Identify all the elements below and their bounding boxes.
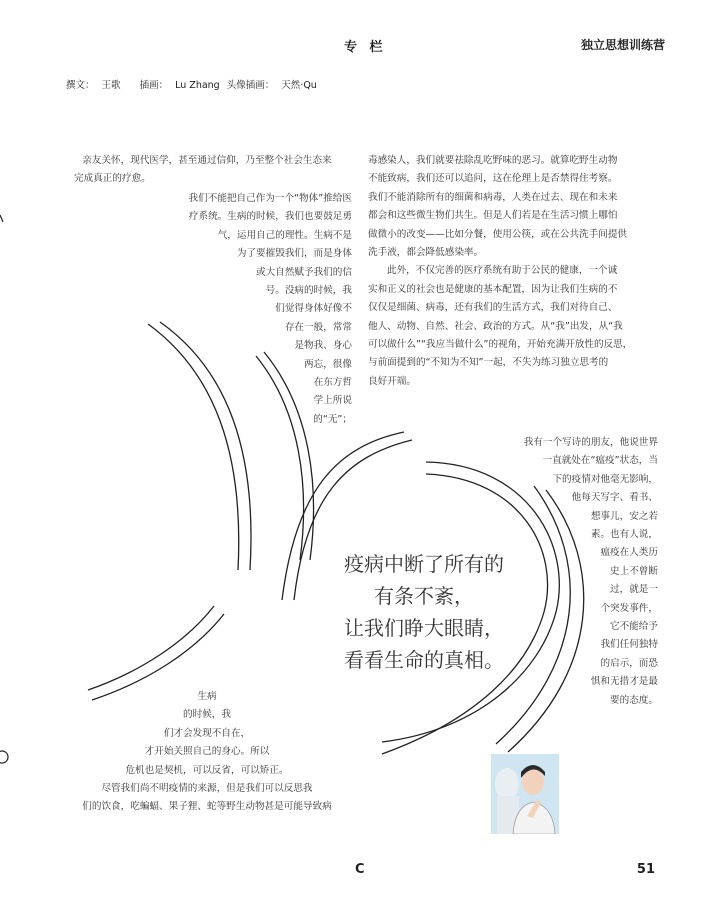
text-line: 史上不曾断 [610, 565, 658, 577]
pull-quote-line: 疫病中断了所有的 [344, 552, 504, 576]
pull-quote-line: 让我们睁大眼睛， [344, 616, 504, 640]
text-line: 生病 [197, 691, 217, 702]
text-line: 或大自然赋予我们的信 [256, 266, 352, 278]
text-line: 们的饮食，吃蝙蝠、果子狸、蛇等野生动物甚是可能导致病 [82, 801, 332, 813]
text-line: 号。没病的时候，我 [265, 285, 352, 297]
text-line: 它不能给予 [610, 621, 658, 633]
text-line: 才开始关照自己的身心。所以 [144, 746, 270, 758]
avatar-illustration-label: 头像插画： [226, 80, 275, 91]
pull-quote [334, 548, 514, 676]
text-line: 们才会发现不自在， [163, 727, 251, 739]
text-line: 是物我、身心 [294, 340, 352, 352]
left-column-curve-text [140, 190, 352, 429]
text-line: 个突发事件， [600, 602, 658, 614]
text-line: 不能致病，我们还可以追问，这在伦理上是否禁得住考察。 [368, 173, 618, 185]
right-column-text [368, 152, 668, 391]
text-line: 素。也有人说， [590, 529, 658, 541]
text-line: 我们不能把自己作为一个“物体”推给医 [188, 193, 352, 204]
author-portrait [491, 754, 559, 834]
text-line: 仅仅是细菌、病毒，还有我们的生活方式，我们对待自己、 [368, 302, 618, 314]
text-line: 想事儿，安之若 [590, 510, 658, 522]
text-line: 可以做什么”“我应当做什么”的视角，开始充满开放性的反思， [368, 339, 633, 351]
text-line: 我们任何独特 [600, 639, 658, 651]
text-line: 亲友关怀，现代医学，甚至通过信仰，乃至整个社会生态来 [82, 155, 332, 166]
pull-quote-line: 看看生命的真相。 [344, 648, 504, 672]
text-line: 都会和这些微生物们共生。但是人们若是在生活习惯上哪怕 [368, 210, 618, 222]
text-line: 我们不能消除所有的细菌和病毒，人类在过去、现在和未来 [368, 191, 618, 203]
text-line: 惧和无措才是最 [590, 676, 658, 688]
text-line: 一直就处在“瘟疫”状态，当 [542, 455, 658, 467]
text-line: 在东方哲 [313, 377, 352, 389]
pull-quote-line: 有条不紊， [374, 584, 474, 608]
text-line: 他每天写字、看书、 [571, 492, 658, 504]
author-label: 撰文： [66, 80, 95, 91]
left-column-bottom-text [62, 688, 352, 817]
text-line: 存在一般，常常 [284, 321, 352, 333]
text-line: 下的疫情对他毫无影响， [552, 473, 658, 485]
text-line: 瘟疫在人类历 [600, 547, 658, 559]
text-line: 完成真正的疗愈。 [74, 173, 151, 185]
avatar-artist-name: 天然·Qu [281, 80, 317, 91]
text-line: 危机也是契机，可以反省，可以矫正。 [125, 764, 289, 776]
page-number: 51 [636, 862, 655, 877]
text-line: 的“无”； [313, 413, 352, 425]
text-line: 要的态度。 [610, 694, 658, 706]
text-line: 们觉得身体好像不 [275, 303, 352, 315]
text-line: 气，运用自己的理性。生病不是 [217, 229, 352, 241]
text-line: 良好开端。 [368, 375, 416, 387]
text-line: 的启示，而恐 [600, 657, 658, 669]
text-line: 与前面提到的“不知为不知”一起，不失为练习独立思考的 [368, 357, 609, 369]
section-label: 专 栏 [344, 40, 387, 55]
column-title: 独立思想训练营 [580, 38, 665, 52]
left-column-intro [62, 152, 352, 189]
text-line: 尽管我们尚不明疫情的来源，但是我们可以反思我 [101, 783, 313, 795]
illustration-label: 插画： [139, 80, 169, 91]
text-line: 做微小的改变——比如分餐，使用公筷，或在公共洗手间提供 [368, 228, 628, 240]
text-line: 此外，不仅完善的医疗系统有助于公民的健康，一个诚 [387, 265, 618, 277]
text-line: 洗手液，都会降低感染率。 [368, 247, 484, 259]
text-line: 他人、动物、自然、社会、政治的方式。从“我”出发，从“我 [368, 320, 623, 332]
text-line: 的时候，我 [183, 709, 231, 721]
footer-letter: C [355, 862, 365, 877]
illustrator-name: Lu Zhang [175, 80, 220, 91]
text-line: 我有一个写诗的朋友，他说世界 [523, 437, 658, 448]
text-line: 毒感染人，我们就要祛除乱吃野味的恶习。就算吃野生动物 [368, 155, 618, 166]
author-name: 王歌 [101, 80, 121, 91]
text-line: 实和正义的社会也是健康的基本配置，因为让我们生病的不 [368, 283, 618, 295]
text-line: 为了要摧毁我们，而是身体 [236, 248, 352, 260]
credits-line [66, 77, 321, 91]
text-line: 两忘，很像 [304, 358, 352, 370]
text-line: 疗系统。生病的时候，我们也要鼓足勇 [188, 211, 352, 223]
text-line: 学上所说 [313, 395, 352, 407]
text-line: 过，就是一 [610, 584, 658, 596]
